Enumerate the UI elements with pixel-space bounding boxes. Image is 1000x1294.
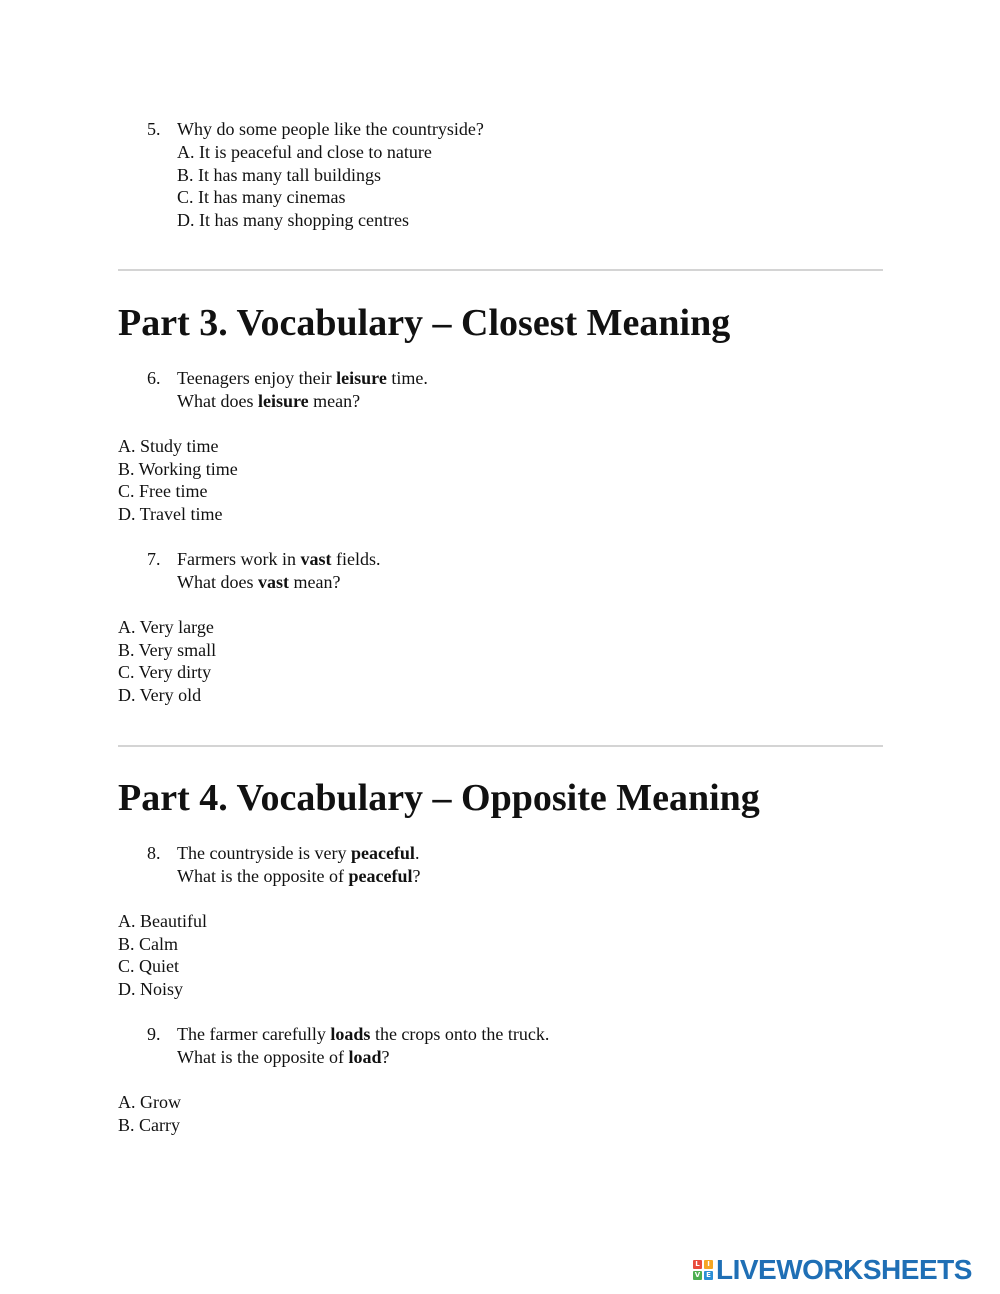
q7-sentence: Farmers work in vast fields. xyxy=(177,549,381,569)
q9-option-b[interactable]: B. Carry xyxy=(118,1115,180,1135)
q6-option-a[interactable]: A. Study time xyxy=(118,436,219,456)
q5-option-d[interactable]: D. It has many shopping centres xyxy=(177,210,409,230)
part3-title: Part 3. Vocabulary – Closest Meaning xyxy=(118,302,731,344)
q5-question: Why do some people like the countryside? xyxy=(177,119,484,139)
q9-option-a[interactable]: A. Grow xyxy=(118,1092,181,1112)
q7-question: What does vast mean? xyxy=(177,572,341,592)
q5-option-a[interactable]: A. It is peaceful and close to nature xyxy=(177,142,432,162)
logo-letter-icon: L xyxy=(693,1260,702,1269)
q6-option-c[interactable]: C. Free time xyxy=(118,481,208,501)
q8-option-b[interactable]: B. Calm xyxy=(118,934,179,954)
q9-sentence: The farmer carefully loads the crops onto the truck. xyxy=(177,1024,550,1044)
q8-option-c[interactable]: C. Quiet xyxy=(118,956,179,976)
part4-title: Part 4. Vocabulary – Opposite Meaning xyxy=(118,777,760,819)
q6-option-d[interactable]: D. Travel time xyxy=(118,504,223,524)
q7-option-b[interactable]: B. Very small xyxy=(118,640,217,660)
logo-text: LIVEWORKSHEETS xyxy=(716,1254,972,1285)
q5-number: 5. xyxy=(147,119,161,139)
q9-question: What is the opposite of load? xyxy=(177,1047,390,1067)
logo-grid-icon xyxy=(693,1260,713,1280)
logo-letter-icon: E xyxy=(704,1271,713,1280)
q8-option-a[interactable]: A. Beautiful xyxy=(118,911,207,931)
q6-sentence: Teenagers enjoy their leisure time. xyxy=(177,368,428,388)
q9-number: 9. xyxy=(147,1024,161,1044)
q7-number: 7. xyxy=(147,549,161,569)
q8-number: 8. xyxy=(147,843,161,863)
logo-letter-icon: I xyxy=(704,1260,713,1269)
liveworksheets-logo[interactable] xyxy=(693,1254,972,1285)
divider xyxy=(118,745,883,747)
logo-letter-icon: V xyxy=(694,1271,701,1279)
q5-option-b[interactable]: B. It has many tall buildings xyxy=(177,165,381,185)
q5-option-c[interactable]: C. It has many cinemas xyxy=(177,187,346,207)
q6-question: What does leisure mean? xyxy=(177,391,361,411)
q8-sentence: The countryside is very peaceful. xyxy=(177,843,420,863)
divider xyxy=(118,269,883,271)
q6-number: 6. xyxy=(147,368,161,388)
q6-option-b[interactable]: B. Working time xyxy=(118,459,238,479)
q8-option-d[interactable]: D. Noisy xyxy=(118,979,184,999)
q8-question: What is the opposite of peaceful? xyxy=(177,866,421,886)
q7-option-a[interactable]: A. Very large xyxy=(118,617,214,637)
q7-option-c[interactable]: C. Very dirty xyxy=(118,662,212,682)
q7-option-d[interactable]: D. Very old xyxy=(118,685,202,705)
